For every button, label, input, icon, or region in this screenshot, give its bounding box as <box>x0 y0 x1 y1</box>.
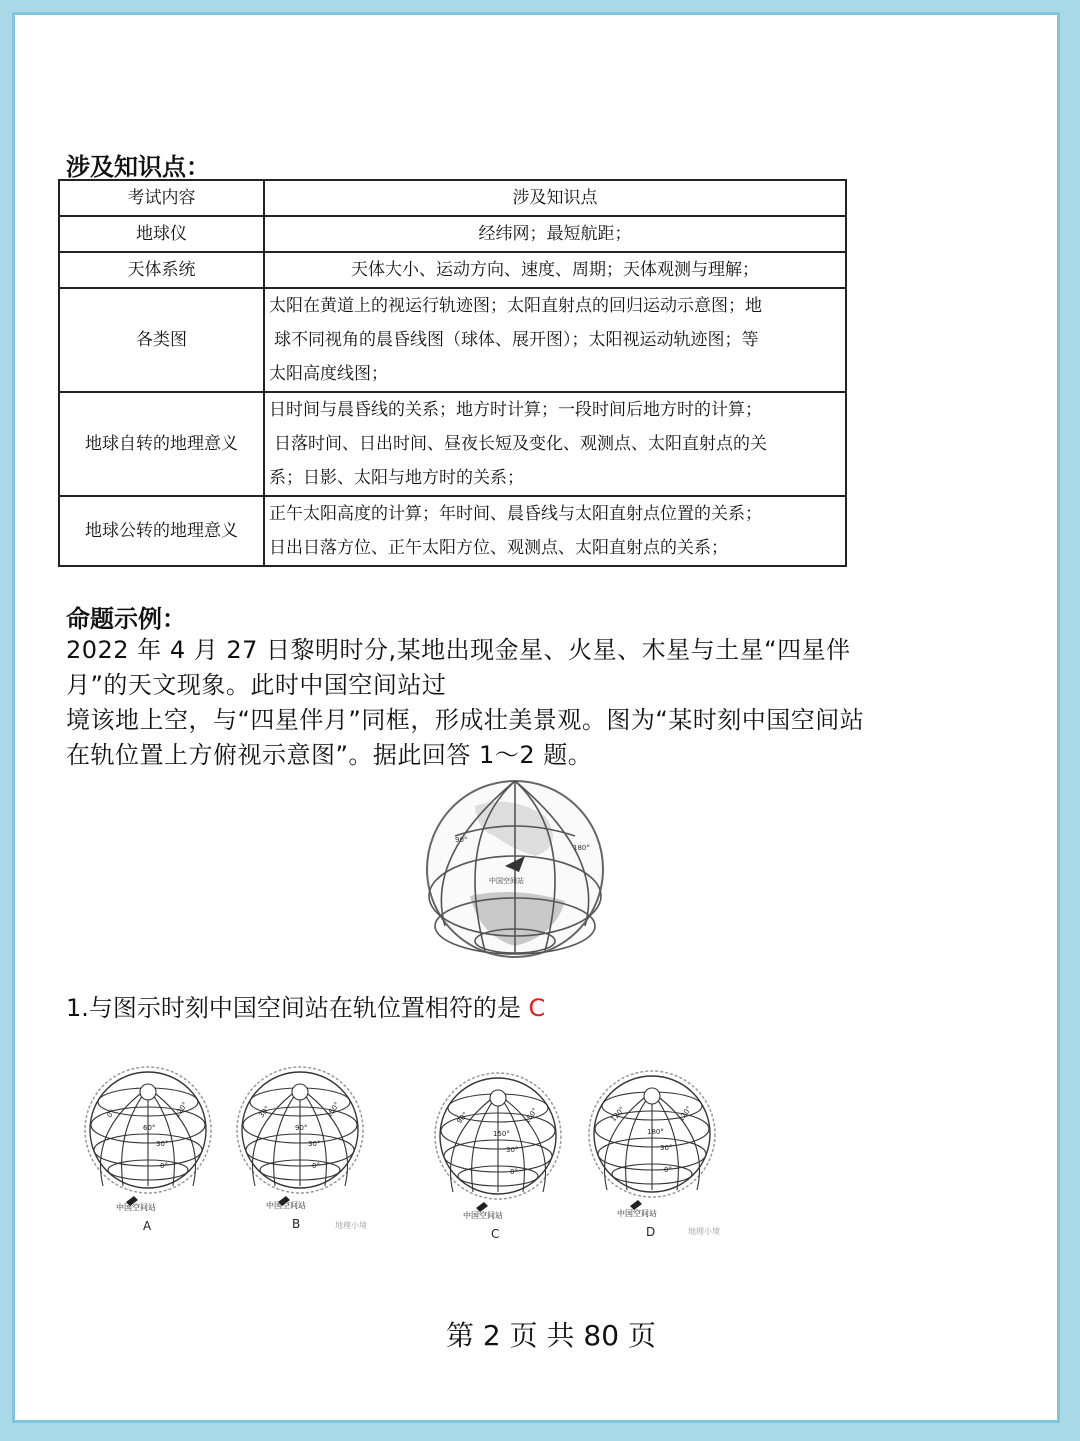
table-content-cell <box>264 392 846 496</box>
latitude-label: 30° <box>156 1140 169 1148</box>
longitude-label: 90° <box>455 836 468 844</box>
station-label: 中国空间站 <box>617 1209 657 1218</box>
option-globe-c <box>435 1073 561 1212</box>
option-letter: B <box>292 1217 301 1231</box>
option-letter: D <box>646 1225 656 1239</box>
content-line: 球不同视角的晨昏线图（球体、展开图）；太阳视运动轨迹图；等 <box>274 330 759 350</box>
content-line: 系；日影、太阳与地方时的关系； <box>269 468 524 488</box>
option-letter: A <box>143 1219 152 1233</box>
longitude-label: 180° <box>573 844 590 852</box>
longitude-label: 150° <box>493 1130 510 1138</box>
longitude-label: 180° <box>647 1128 664 1136</box>
latitude-label: 0° <box>510 1168 518 1176</box>
content-line: 正午太阳高度的计算；年时间、晨昏线与太阳直射点位置的关系； <box>269 504 762 524</box>
longitude-label: 150° <box>523 1106 540 1126</box>
section-example-heading: 命题示例： <box>66 605 186 633</box>
main-globe-figure <box>415 776 615 962</box>
table-row <box>59 216 846 252</box>
table-topic-cell: 地球仪 <box>59 216 264 252</box>
longitude-label: 30° <box>257 1104 272 1120</box>
table-topic-cell: 地球自转的地理意义 <box>59 392 264 496</box>
latitude-label: 30° <box>506 1146 519 1154</box>
section-knowledge-heading: 涉及知识点： <box>66 153 210 181</box>
content-line: 日落时间、日出时间、昼夜长短及变化、观测点、太阳直射点的关 <box>274 434 767 454</box>
table-content-cell: 经纬网；最短航距； <box>264 216 846 252</box>
latitude-label: 0° <box>312 1162 320 1170</box>
stem-line: 在轨位置上方俯视示意图”。据此回答 1～2 题。 <box>66 741 593 769</box>
table-row <box>59 252 846 288</box>
longitude-label: 90° <box>295 1124 308 1132</box>
table-row <box>59 496 846 566</box>
watermark: 地理小境 <box>335 1221 367 1230</box>
latitude-label: 0° <box>664 1166 672 1174</box>
table-content-cell <box>264 288 846 392</box>
longitude-label: 150° <box>325 1100 342 1120</box>
table-topic-cell: 各类图 <box>59 288 264 392</box>
table-content-cell <box>264 496 846 566</box>
answer-mark: C <box>528 994 546 1022</box>
longitude-label: 120° <box>677 1104 694 1124</box>
question-text: 1.与图示时刻中国空间站在轨位置相符的是 <box>66 994 529 1022</box>
option-globe-b <box>237 1067 363 1206</box>
question-1 <box>66 988 545 1023</box>
question-stem <box>66 633 1026 773</box>
station-label: 中国空间站 <box>463 1211 503 1220</box>
longitude-label: 120° <box>173 1100 190 1120</box>
latitude-label: 30° <box>660 1144 673 1152</box>
table-topic-cell: 天体系统 <box>59 252 264 288</box>
table-header-row <box>59 180 846 216</box>
station-label: 中国空间站 <box>489 877 524 885</box>
content-line: 太阳高度线图； <box>269 364 388 384</box>
content-line: 太阳在黄道上的视运行轨迹图；太阳直射点的回归运动示意图；地 <box>269 296 762 316</box>
option-letter: C <box>491 1227 500 1241</box>
content-line: 日出日落方位、正午太阳方位、观测点、太阳直射点的关系； <box>269 538 728 558</box>
option-globe-d <box>589 1071 715 1210</box>
content-line: 日时间与晨昏线的关系；地方时计算；一段时间后地方时的计算； <box>269 400 762 420</box>
option-globe-a <box>85 1067 211 1206</box>
pole-circle <box>140 1084 156 1100</box>
stem-line: 2022 年 4 月 27 日黎明时分,某地出现金星、火星、木星与土星“四星伴 <box>66 636 851 664</box>
station-label: 中国空间站 <box>116 1203 156 1212</box>
table-topic-cell: 地球公转的地理意义 <box>59 496 264 566</box>
longitude-label: 120° <box>609 1105 627 1124</box>
pole-circle <box>292 1084 308 1100</box>
pole-circle <box>644 1088 660 1104</box>
table-row <box>59 392 846 496</box>
table-header-cell: 考试内容 <box>59 180 264 216</box>
page-footer: 第 2 页 共 80 页 <box>446 1319 656 1352</box>
watermark: 地理小境 <box>688 1227 720 1236</box>
longitude-label: 0° <box>105 1108 117 1120</box>
pole-circle <box>490 1090 506 1106</box>
option-globes <box>80 1066 740 1246</box>
knowledge-table <box>58 179 847 567</box>
longitude-label: 90° <box>455 1110 470 1126</box>
latitude-label: 30° <box>308 1140 321 1148</box>
table-row <box>59 288 846 392</box>
table-content-cell: 天体大小、运动方向、速度、周期；天体观测与理解； <box>264 252 846 288</box>
latitude-label: 0° <box>160 1162 168 1170</box>
longitude-label: 60° <box>143 1124 156 1132</box>
station-label: 中国空间站 <box>266 1201 306 1210</box>
stem-line: 境该地上空，与“四星伴月”同框，形成壮美景观。图为“某时刻中国空间站 <box>66 706 865 734</box>
stem-line: 月”的天文现象。此时中国空间站过 <box>66 671 447 699</box>
table-header-cell: 涉及知识点 <box>264 180 846 216</box>
